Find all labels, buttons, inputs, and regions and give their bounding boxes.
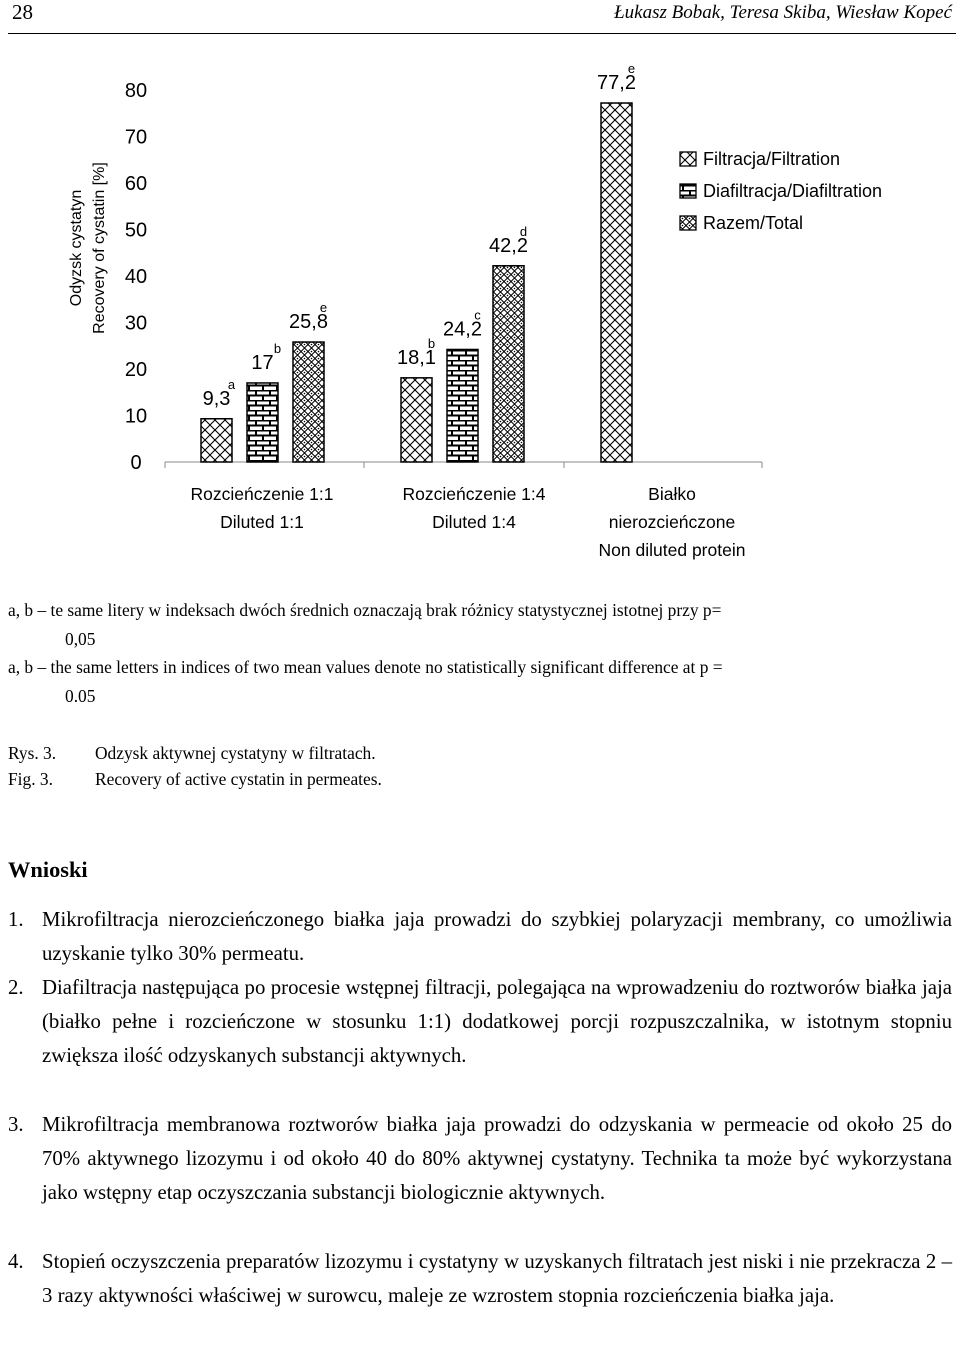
group-label-line: Diluted 1:1 — [220, 512, 304, 532]
conclusion-text: Mikrofiltracja membranowa roztworów białka jaja prowadzi do odzyskania w permeacie od około 25 do 70% aktywnego lizozymu i od około 40 do 80% aktywnej cystatyny. Technika ta może być wykorzystana jako wstępny etap oczyszczania substancji biologicznie aktywnych. — [42, 1113, 952, 1205]
y-tick-label: 70 — [124, 126, 148, 149]
bar — [401, 378, 432, 462]
note-en — [8, 653, 956, 711]
significance-letter: e — [627, 61, 636, 77]
group-label-line: Non diluted protein — [598, 540, 746, 560]
significance-letter: b — [273, 340, 282, 356]
caption-rys-text: Odzysk aktywnej cystatyny w filtratach. — [95, 743, 376, 763]
bar-value-label: 25,8 — [289, 311, 328, 334]
conclusion-text: Diafiltracja następująca po procesie wstępnej filtracji, polegająca na wprowadzeniu do roztworów białka jaja (białko pełne i rozcieńczone w stosunku 1:1) dodatkowej porcji rozpuszczalnika, w istotnym stopniu zwiększa ilość odzyskanych substancji aktywnych. — [42, 976, 952, 1068]
conclusion-number: 4. — [8, 1250, 24, 1273]
legend-label: Razem/Total — [703, 213, 804, 233]
conclusion-number: 2. — [8, 976, 24, 999]
group-label-line: Rozcieńczenie 1:1 — [190, 484, 334, 504]
y-tick-label: 10 — [124, 405, 148, 428]
legend-label: Filtracja/Filtration — [703, 149, 841, 169]
significance-letter: e — [319, 300, 328, 316]
bar — [247, 383, 278, 462]
significance-letter: d — [519, 223, 528, 239]
bar-value-label: 24,2 — [443, 318, 482, 341]
group-label-line: nierozcieńczone — [608, 512, 736, 532]
conclusion-number: 3. — [8, 1113, 24, 1136]
bar-value-labels — [203, 61, 636, 410]
group-label-line: Rozcieńczenie 1:4 — [402, 484, 546, 504]
y-axis-label-en: Recovery of cystatin [%] — [91, 162, 108, 334]
group-label-line: Białko — [648, 484, 696, 504]
recovery-bar-chart — [0, 40, 960, 570]
bars — [201, 103, 632, 462]
y-tick-label: 50 — [124, 219, 148, 242]
significance-letter: a — [227, 376, 236, 392]
y-tick-label: 40 — [124, 266, 148, 288]
bar-value-label: 77,2 — [597, 72, 636, 95]
bar — [493, 266, 524, 462]
figure-caption-pl — [8, 741, 376, 766]
note-en-main: a, b – the same letters in indices of two mean values denote no statistically significant difference at p = — [8, 657, 723, 677]
legend-label: Diafiltracja/Diafiltration — [703, 181, 883, 201]
bar-value-label: 42,2 — [489, 234, 528, 257]
y-tick-label: 60 — [124, 173, 148, 195]
conclusion-text: Stopień oczyszczenia preparatów lizozymu i cystatyny w uzyskanych filtratach jest niski i nie przekracza 2 – 3 razy aktywności właściwej w surowcu, maleje ze wzrostem stopnia rozcieńczenia białka jaja. — [42, 1250, 952, 1308]
conclusion-text: Mikrofiltracja nierozcieńczonego białka jaja prowadzi do szybkiej polaryzacji membrany, co umożliwia uzyskanie tylko 30% permeatu. — [42, 908, 952, 966]
conclusion-number: 1. — [8, 908, 24, 931]
x-tick-marks — [165, 462, 762, 468]
section-title-wnioski: Wnioski — [8, 857, 88, 882]
caption-fig-label: Fig. 3. — [8, 769, 53, 789]
group-label-line: Diluted 1:4 — [432, 512, 516, 532]
running-authors: Łukasz Bobak, Teresa Skiba, Wiesław Kopeć — [614, 2, 952, 23]
significance-letter: b — [427, 335, 436, 351]
legend-swatch — [680, 216, 696, 230]
note-en-cont: 0.05 — [65, 686, 96, 706]
caption-rys-label: Rys. 3. — [8, 743, 57, 763]
note-pl-cont: 0,05 — [65, 629, 96, 649]
y-axis-label-pl: Odyzsk cystatyn — [68, 189, 85, 307]
bar-value-label: 9,3 — [202, 387, 231, 410]
y-tick-label: 80 — [124, 80, 148, 102]
bar — [447, 349, 478, 462]
note-pl-main: a, b – te same litery w indeksach dwóch średnich oznaczają brak różnicy statystycznej istotnej przy p= — [8, 600, 722, 620]
bar-value-label: 17 — [251, 351, 274, 374]
group-labels — [191, 484, 746, 560]
legend-swatch — [680, 152, 696, 166]
figure-caption-en — [8, 767, 382, 792]
legend-swatch — [680, 184, 696, 198]
note-pl — [8, 596, 956, 654]
significance-letter: c — [474, 307, 481, 323]
bar — [293, 342, 324, 462]
page-header — [8, 0, 956, 34]
y-tick-label: 20 — [124, 359, 148, 381]
y-tick-labels — [125, 80, 147, 474]
bar — [201, 419, 232, 462]
bar — [601, 103, 632, 462]
y-tick-label: 0 — [130, 452, 142, 474]
bar-value-label: 18,1 — [397, 346, 436, 369]
chart-legend — [680, 149, 882, 233]
page-number: 28 — [12, 0, 33, 24]
caption-fig-text: Recovery of active cystatin in permeates. — [95, 769, 382, 789]
y-tick-label: 30 — [124, 312, 148, 335]
